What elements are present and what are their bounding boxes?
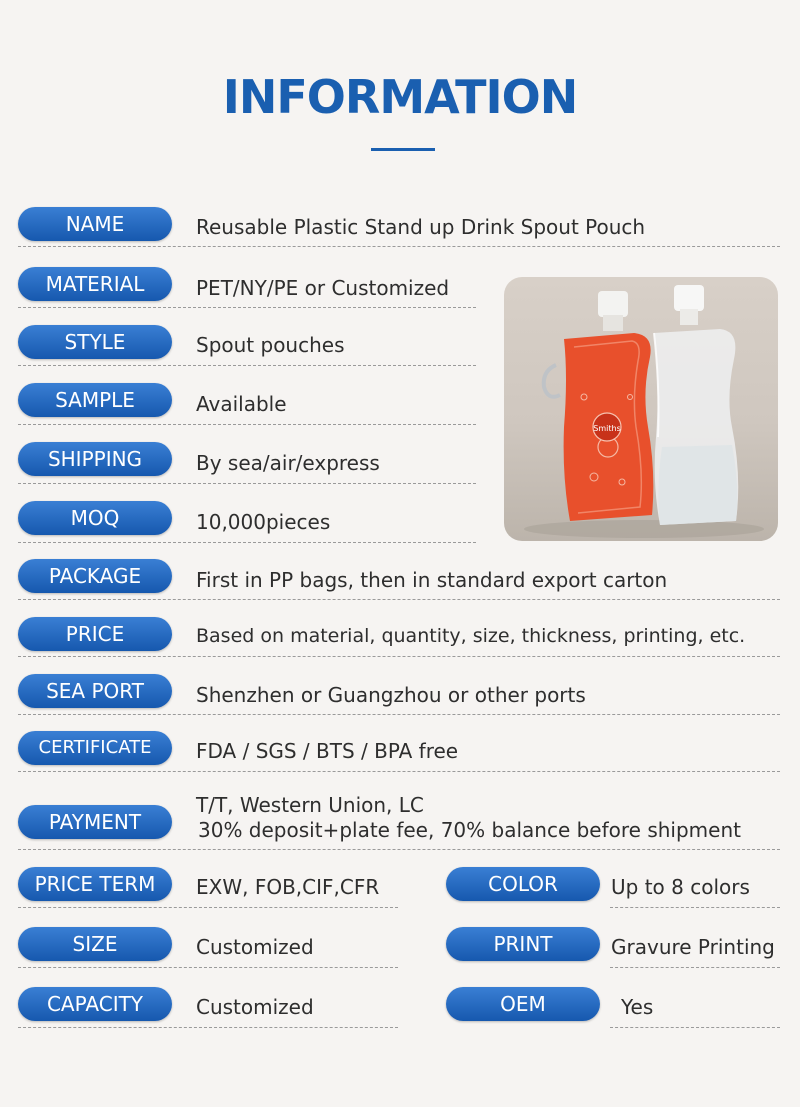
value-name: Reusable Plastic Stand up Drink Spout Pouch (196, 215, 646, 239)
label-sea-port: SEA PORT (18, 674, 172, 708)
divider (18, 967, 398, 968)
label-material: MATERIAL (18, 267, 172, 301)
divider (18, 542, 476, 543)
divider (18, 307, 476, 308)
divider (18, 849, 780, 850)
label-style: STYLE (18, 325, 172, 359)
divider (18, 365, 476, 366)
value-size: Customized (196, 935, 314, 959)
carabiner-clip (544, 365, 560, 397)
label-payment: PAYMENT (18, 805, 172, 839)
water-level (658, 445, 737, 525)
product-photo (504, 277, 778, 541)
label-shipping: SHIPPING (18, 442, 172, 476)
value-price-term: EXW, FOB,CIF,CFR (196, 875, 380, 899)
divider (610, 907, 780, 908)
label-size: SIZE (18, 927, 172, 961)
label-certificate: CERTIFICATE (18, 731, 172, 765)
value-payment-line1: T/T, Western Union, LC (196, 793, 424, 817)
value-certificate: FDA / SGS / BTS / BPA free (196, 739, 459, 763)
label-color: COLOR (446, 867, 600, 901)
label-moq: MOQ (18, 501, 172, 535)
title-underline (371, 148, 435, 151)
divider (18, 1027, 398, 1028)
label-print: PRINT (446, 927, 600, 961)
divider (18, 656, 780, 657)
pouch-illustration (504, 277, 778, 541)
divider (18, 714, 780, 715)
value-sample: Available (196, 392, 287, 416)
value-color: Up to 8 colors (611, 875, 750, 899)
label-price: PRICE (18, 617, 172, 651)
value-payment-line2: 30% deposit+plate fee, 70% balance before shipment (198, 818, 741, 842)
value-print: Gravure Printing (611, 935, 775, 959)
label-package: PACKAGE (18, 559, 172, 593)
value-moq: 10,000pieces (196, 510, 331, 534)
divider (18, 483, 476, 484)
brand-text: Smiths (593, 424, 621, 433)
divider (18, 907, 398, 908)
label-capacity: CAPACITY (18, 987, 172, 1021)
orange-pouch-cap (598, 291, 628, 317)
divider (18, 771, 780, 772)
divider (18, 246, 780, 247)
value-sea-port: Shenzhen or Guangzhou or other ports (196, 683, 586, 707)
divider (610, 1027, 780, 1028)
divider (18, 424, 476, 425)
page-title: INFORMATION (222, 70, 578, 124)
clear-pouch-cap (674, 285, 704, 311)
value-capacity: Customized (196, 995, 314, 1019)
label-oem: OEM (446, 987, 600, 1021)
value-style: Spout pouches (196, 333, 345, 357)
label-sample: SAMPLE (18, 383, 172, 417)
divider (610, 967, 780, 968)
value-price: Based on material, quantity, size, thickness, printing, etc. (196, 625, 746, 647)
value-material: PET/NY/PE or Customized (196, 276, 450, 300)
value-shipping: By sea/air/express (196, 451, 380, 475)
divider (18, 599, 780, 600)
value-package: First in PP bags, then in standard export carton (196, 568, 668, 592)
label-name: NAME (18, 207, 172, 241)
label-price-term: PRICE TERM (18, 867, 172, 901)
value-oem: Yes (621, 995, 654, 1019)
